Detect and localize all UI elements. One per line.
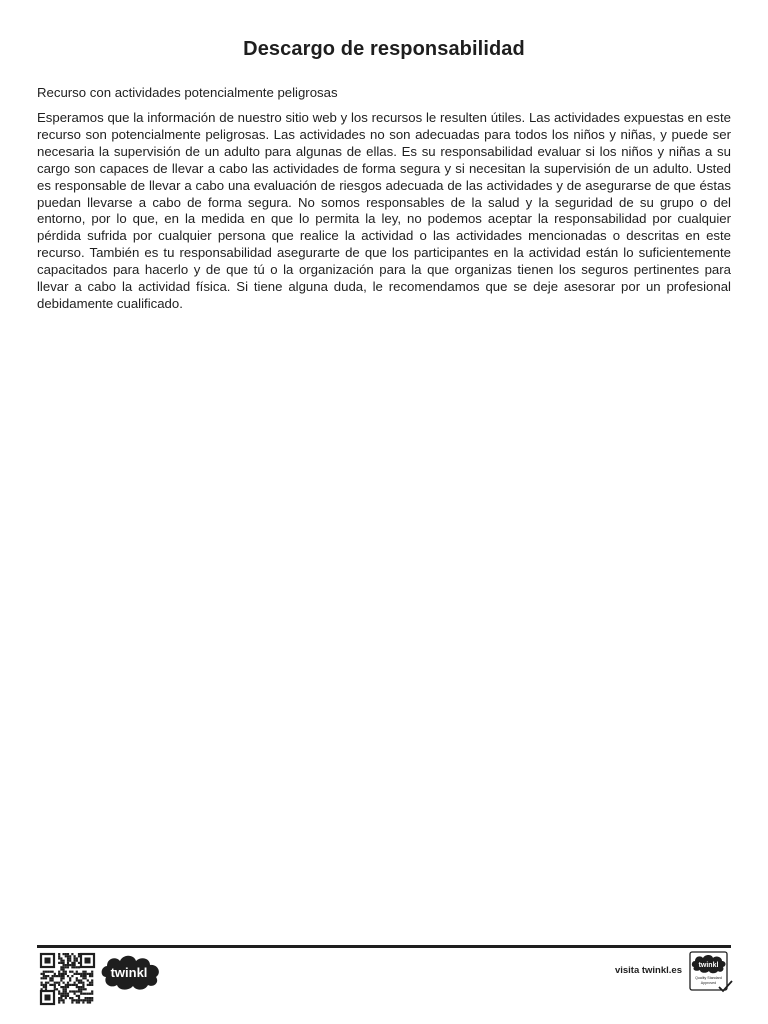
qr-module (49, 984, 51, 986)
qr-module (41, 977, 43, 979)
qr-module (43, 984, 45, 986)
qr-module (78, 973, 80, 975)
qr-module (58, 973, 60, 975)
qr-module (89, 973, 91, 975)
qr-module (58, 999, 60, 1001)
qr-module (60, 962, 62, 964)
qr-module (74, 990, 76, 992)
qr-module (87, 973, 89, 975)
qr-module (58, 975, 60, 977)
qr-module (91, 984, 93, 986)
qr-module (65, 966, 67, 968)
twinkl-logo (100, 951, 162, 991)
qr-module (80, 988, 82, 990)
qr-module (82, 1001, 84, 1003)
qr-module (54, 975, 56, 977)
qr-module (82, 973, 84, 975)
qr-module (58, 962, 60, 964)
qr-module (58, 997, 60, 999)
qr-module (78, 986, 80, 988)
qr-module (78, 953, 80, 955)
qr-module (60, 986, 62, 988)
qr-module (71, 999, 73, 1001)
qr-module (85, 993, 87, 995)
qr-module (80, 993, 82, 995)
qr-module (89, 984, 91, 986)
qr-module (43, 975, 45, 977)
qr-module (58, 993, 60, 995)
qr-module (65, 993, 67, 995)
qr-module (52, 984, 54, 986)
qr-module (45, 986, 47, 988)
qr-module (43, 971, 45, 973)
qr-module (85, 999, 87, 1001)
qr-module (85, 973, 87, 975)
qr-module (80, 999, 82, 1001)
qr-module (78, 1001, 80, 1003)
qr-module (65, 973, 67, 975)
qr-module (78, 999, 80, 1001)
qr-module (54, 982, 56, 984)
qr-module (89, 982, 91, 984)
qr-module (41, 984, 43, 986)
qr-module (71, 953, 73, 955)
qr-module (91, 979, 93, 981)
qr-module (85, 977, 87, 979)
qr-module (74, 993, 76, 995)
qr-module (63, 966, 65, 968)
qr-module (65, 964, 67, 966)
qr-module (76, 990, 78, 992)
qr-module (78, 995, 80, 997)
qr-module (65, 955, 67, 957)
qr-module (67, 964, 69, 966)
qr-module (71, 997, 73, 999)
qr-module (43, 973, 45, 975)
qr-module (58, 953, 60, 955)
qr-module (47, 971, 49, 973)
qr-module (76, 957, 78, 959)
qr-module (76, 986, 78, 988)
qr-module (87, 979, 89, 981)
qr-module (80, 986, 82, 988)
qr-module (63, 995, 65, 997)
qr-module (78, 966, 80, 968)
qr-module (82, 999, 84, 1001)
qr-module (80, 975, 82, 977)
qr-module (52, 971, 54, 973)
qr-module (43, 977, 45, 979)
qr-module (47, 975, 49, 977)
qr-module (69, 984, 71, 986)
qr-module (63, 993, 65, 995)
qr-module (69, 997, 71, 999)
qr-module (54, 984, 56, 986)
qr-module (87, 1001, 89, 1003)
qr-module (63, 999, 65, 1001)
qr-module (58, 971, 60, 973)
qr-module (47, 982, 49, 984)
qr-module (76, 984, 78, 986)
qr-module (82, 977, 84, 979)
qr-module (91, 999, 93, 1001)
qr-module (91, 975, 93, 977)
qr-module (45, 984, 47, 986)
footer-divider (37, 945, 731, 948)
qr-module (45, 982, 47, 984)
qr-module (78, 997, 80, 999)
qr-module (60, 997, 62, 999)
visit-twinkl-link[interactable]: visita twinkl.es (614, 965, 682, 976)
qr-module (87, 997, 89, 999)
qr-module (71, 984, 73, 986)
qr-module (78, 988, 80, 990)
qr-module (65, 995, 67, 997)
qr-module (58, 1001, 60, 1003)
qr-module (71, 971, 73, 973)
qr-module (60, 968, 62, 970)
qr-module (71, 975, 73, 977)
qr-module (71, 966, 73, 968)
qr-module (65, 988, 67, 990)
qr-module (78, 982, 80, 984)
qr-module (65, 953, 67, 955)
qr-module (82, 982, 84, 984)
qr-module (82, 971, 84, 973)
qr-module (87, 999, 89, 1001)
qr-module (67, 986, 69, 988)
qr-module (56, 982, 58, 984)
qr-module (60, 993, 62, 995)
qr-module (76, 971, 78, 973)
qr-module (65, 990, 67, 992)
qr-module (76, 995, 78, 997)
qr-module (67, 957, 69, 959)
qr-module (76, 999, 78, 1001)
qr-module (69, 971, 71, 973)
qr-module (91, 997, 93, 999)
qr-module (67, 993, 69, 995)
qr-module (74, 984, 76, 986)
qr-module (63, 968, 65, 970)
qr-module (45, 977, 47, 979)
qr-module (91, 990, 93, 992)
qr-module (63, 971, 65, 973)
qr-module (80, 973, 82, 975)
qr-module (54, 986, 56, 988)
qr-module (85, 997, 87, 999)
qr-module (67, 962, 69, 964)
qr-module (65, 986, 67, 988)
qr-code-icon (39, 952, 96, 1006)
qr-module (58, 955, 60, 957)
qr-module (71, 990, 73, 992)
qr-module (69, 990, 71, 992)
qr-module (74, 982, 76, 984)
qr-module (67, 975, 69, 977)
qr-module (63, 964, 65, 966)
qr-module (45, 971, 47, 973)
qr-module (63, 977, 65, 979)
qr-module (45, 975, 47, 977)
qr-module (74, 964, 76, 966)
qr-module (78, 962, 80, 964)
qr-module (80, 990, 82, 992)
qr-module (58, 990, 60, 992)
qr-module (82, 993, 84, 995)
qr-module (69, 957, 71, 959)
qr-module (63, 990, 65, 992)
badge-label-line2: Approved (700, 981, 717, 985)
qr-module (89, 999, 91, 1001)
qr-module (82, 986, 84, 988)
qr-module (43, 986, 45, 988)
qr-module (58, 957, 60, 959)
qr-module (60, 975, 62, 977)
qr-module (78, 955, 80, 957)
qr-module (82, 984, 84, 986)
badge-logo-text: twinkl (698, 962, 719, 969)
qr-module (67, 966, 69, 968)
twinkl-logo-text: twinkl (110, 965, 148, 980)
qr-module (74, 999, 76, 1001)
qr-module (74, 966, 76, 968)
qr-module (67, 960, 69, 962)
qr-module (58, 982, 60, 984)
qr-module (67, 995, 69, 997)
qr-module (82, 975, 84, 977)
qr-module (60, 966, 62, 968)
qr-module (60, 960, 62, 962)
qr-module (41, 973, 43, 975)
qr-module (49, 971, 51, 973)
qr-module (74, 973, 76, 975)
qr-module (58, 984, 60, 986)
qr-module (69, 964, 71, 966)
qr-module (74, 960, 76, 962)
badge-label-line1: Quality Standard (695, 976, 722, 980)
qr-module (63, 988, 65, 990)
qr-module (89, 975, 91, 977)
qr-module (85, 988, 87, 990)
qr-module (69, 955, 71, 957)
qr-module (41, 982, 43, 984)
qr-module (63, 962, 65, 964)
qr-module (91, 982, 93, 984)
qr-module (80, 982, 82, 984)
qr-module (71, 964, 73, 966)
qr-module (85, 975, 87, 977)
qr-module (78, 990, 80, 992)
qr-module (63, 975, 65, 977)
qr-module (76, 966, 78, 968)
qr-module (49, 977, 51, 979)
qr-module (71, 962, 73, 964)
qr-module (74, 962, 76, 964)
qr-module (67, 955, 69, 957)
qr-module (63, 973, 65, 975)
resource-subtitle: Recurso con actividades potencialmente peligrosas (37, 85, 338, 100)
qr-module (89, 1001, 91, 1003)
page-title: Descargo de responsabilidad (243, 38, 525, 60)
qr-module (87, 984, 89, 986)
quality-standard-badge (689, 951, 733, 993)
qr-module (52, 977, 54, 979)
qr-module (65, 997, 67, 999)
qr-module (76, 973, 78, 975)
qr-module (89, 997, 91, 999)
qr-module (74, 957, 76, 959)
qr-module (63, 982, 65, 984)
qr-module (74, 955, 76, 957)
qr-module (82, 988, 84, 990)
qr-module (78, 979, 80, 981)
qr-module (67, 982, 69, 984)
qr-module (49, 979, 51, 981)
qr-module (63, 953, 65, 955)
qr-module (60, 999, 62, 1001)
qr-module (76, 1001, 78, 1003)
qr-module (60, 995, 62, 997)
qr-module (65, 984, 67, 986)
qr-module (80, 979, 82, 981)
qr-module (63, 1001, 65, 1003)
qr-module (91, 973, 93, 975)
qr-module (60, 977, 62, 979)
qr-module (87, 993, 89, 995)
qr-module (52, 975, 54, 977)
qr-module (69, 977, 71, 979)
qr-module (85, 971, 87, 973)
qr-module (60, 973, 62, 975)
qr-module (89, 993, 91, 995)
qr-module (63, 986, 65, 988)
qr-module (69, 979, 71, 981)
qr-module (76, 977, 78, 979)
qr-module (91, 993, 93, 995)
qr-module (63, 960, 65, 962)
qr-module (71, 1001, 73, 1003)
qr-module (67, 984, 69, 986)
qr-module (67, 953, 69, 955)
qr-module (60, 979, 62, 981)
qr-module (69, 960, 71, 962)
qr-module (54, 973, 56, 975)
qr-module (76, 979, 78, 981)
qr-module (60, 957, 62, 959)
qr-module (65, 971, 67, 973)
disclaimer-body: Esperamos que la información de nuestro sitio web y los recursos le resulten útiles. Las actividades expuestas en este recurso son potencialmente peligrosas. Las actividades no son adecuadas para todos los niños y niñas, y puede ser necesaria la supervisión de un adulto para algunas de ellas. Es su responsabilidad evaluar si los niños y niñas a su cargo son capaces de llevar a cabo las actividades de forma segura y si necesitan la supervisión de un adulto. Usted es responsable de llevar a cabo una evaluación de riesgos adecuada de las actividades y de asegurarse de que éstas puedan llevarse a cabo de forma segura. No somos responsables de la salud y la seguridad de su grupo o del entorno, por lo que, en la medida en que lo permita la ley, no podemos aceptar la responsabilidad por cualquier pérdida sufrida por cualquier persona que realice la actividad o las actividades mencionadas o descritas en este recurso. También es tu responsabilidad asegurarte de que los participantes en la actividad están lo suficientemente capacitados para hacerlo y de que tú o la organización para la que organizas tienen los seguros pertinentes para llevar a cabo la actividad física. Si tiene alguna duda, le recomendamos que se deje asesorar por un profesional debidamente cualificado. (37, 110, 731, 311)
qr-module (52, 979, 54, 981)
qr-module (56, 975, 58, 977)
qr-module (56, 988, 58, 990)
qr-module (91, 971, 93, 973)
qr-module (76, 960, 78, 962)
